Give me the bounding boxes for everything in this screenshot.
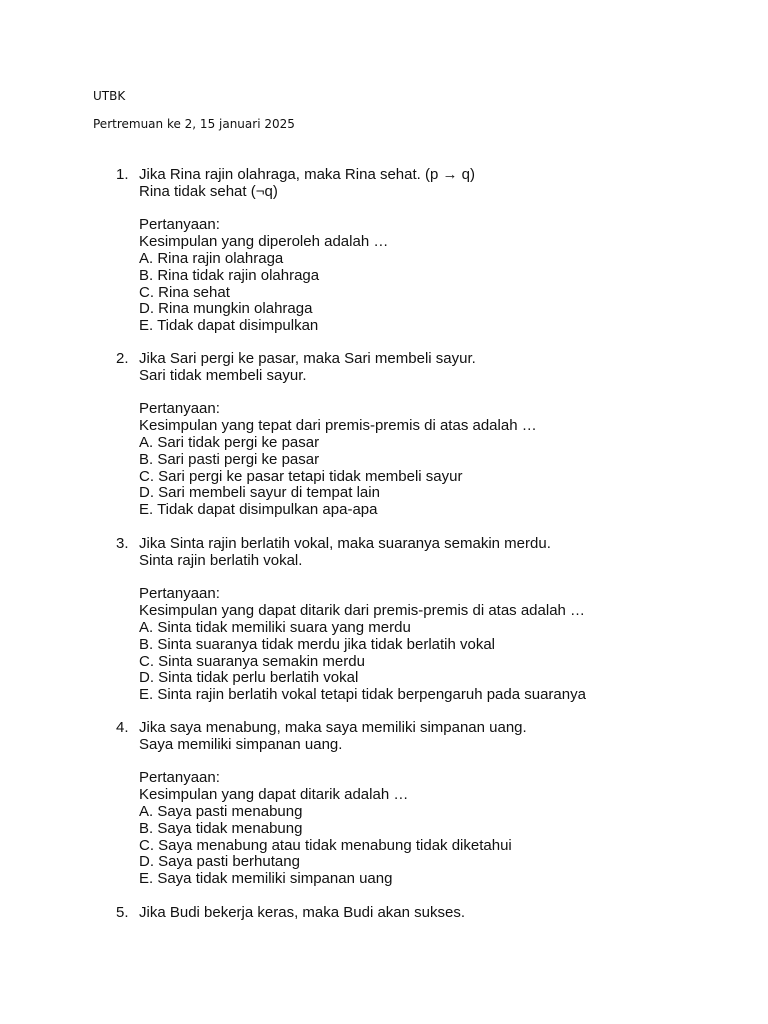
premise-2: Sinta rajin berlatih vokal.: [139, 551, 303, 569]
premise-2: Saya memiliki simpanan uang.: [139, 735, 343, 753]
option-b: B. Sinta suaranya tidak merdu jika tidak berlatih vokal: [139, 635, 496, 653]
question-text: Kesimpulan yang dapat ditarik dari premis-premis di atas adalah …: [139, 602, 586, 620]
option-e: E. Sinta rajin berlatih vokal tetapi tidak berpengaruh pada suaranya: [139, 686, 586, 704]
question-body: [139, 167, 759, 335]
question-label: Pertanyaan:: [139, 769, 220, 787]
option-c: C. Rina sehat: [139, 283, 230, 301]
document-title: UTBK: [93, 89, 126, 103]
question-label: Pertanyaan:: [139, 585, 220, 603]
option-d: D. Saya pasti berhutang: [139, 853, 300, 871]
option-b: B. Saya tidak menabung: [139, 819, 303, 837]
option-a: A. Sinta tidak memiliki suara yang merdu: [139, 618, 411, 636]
question-body: [139, 351, 759, 519]
question-number: 5.: [116, 904, 129, 921]
question-number: 1.: [116, 166, 129, 183]
question-label: Pertanyaan:: [139, 400, 220, 418]
spacer: [139, 385, 759, 402]
premise-2: Rina tidak sehat (¬q): [139, 182, 278, 200]
option-b: B. Sari pasti pergi ke pasar: [139, 450, 320, 468]
question-number: 4.: [116, 719, 129, 736]
option-e: E. Tidak dapat disimpulkan: [139, 317, 319, 335]
question-text: Kesimpulan yang diperoleh adalah …: [139, 233, 389, 251]
premise-1: Jika Rina rajin olahraga, maka Rina sehat. (p → q): [139, 166, 475, 183]
question-number: 2.: [116, 350, 129, 367]
option-d: D. Sinta tidak perlu berlatih vokal: [139, 669, 359, 687]
premise-1: Jika Sinta rajin berlatih vokal, maka suaranya semakin merdu.: [139, 535, 551, 552]
option-e: E. Tidak dapat disimpulkan apa-apa: [139, 501, 378, 519]
option-a: A. Sari tidak pergi ke pasar: [139, 433, 320, 451]
spacer: [139, 201, 759, 218]
option-d: D. Sari membeli sayur di tempat lain: [139, 484, 380, 502]
question-text: Kesimpulan yang dapat ditarik adalah …: [139, 786, 409, 804]
question-number: 3.: [116, 535, 129, 552]
option-c: C. Sari pergi ke pasar tetapi tidak membeli sayur: [139, 467, 463, 485]
option-c: C. Saya menabung atau tidak menabung tidak diketahui: [139, 836, 512, 854]
premise-1: Jika saya menabung, maka saya memiliki simpanan uang.: [139, 719, 527, 736]
question-body: [139, 536, 759, 704]
option-d: D. Rina mungkin olahraga: [139, 300, 313, 318]
question-body: [139, 720, 759, 888]
question-label: Pertanyaan:: [139, 216, 220, 234]
option-a: A. Saya pasti menabung: [139, 802, 303, 820]
option-a: A. Rina rajin olahraga: [139, 249, 284, 267]
premise-1: Jika Budi bekerja keras, maka Budi akan sukses.: [139, 904, 465, 921]
option-e: E. Saya tidak memiliki simpanan uang: [139, 870, 393, 888]
spacer: [139, 570, 759, 587]
option-c: C. Sinta suaranya semakin merdu: [139, 652, 365, 670]
meeting-info: Pertremuan ke 2, 15 januari 2025: [93, 117, 295, 131]
question-text: Kesimpulan yang tepat dari premis-premis di atas adalah …: [139, 417, 537, 435]
option-b: B. Rina tidak rajin olahraga: [139, 266, 320, 284]
spacer: [139, 754, 759, 771]
question-body: [139, 905, 759, 922]
premise-1: Jika Sari pergi ke pasar, maka Sari membeli sayur.: [139, 350, 476, 367]
premise-2: Sari tidak membeli sayur.: [139, 366, 307, 384]
